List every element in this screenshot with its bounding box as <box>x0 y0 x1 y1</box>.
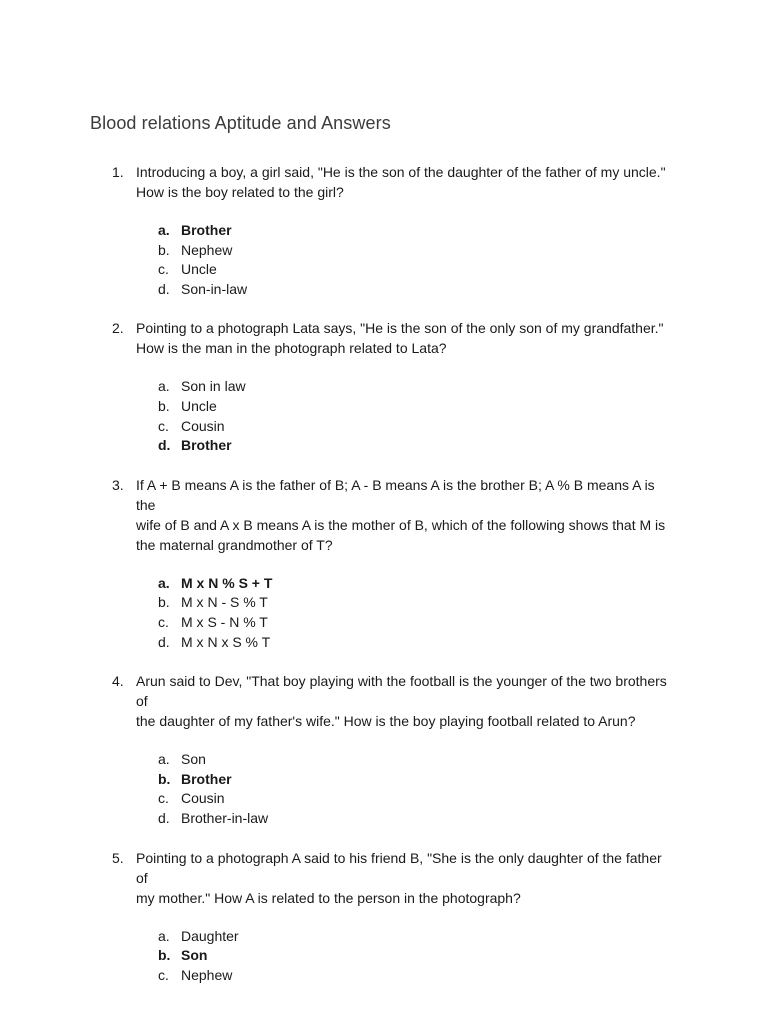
option-letter: b. <box>158 947 171 964</box>
option-text: M x N % S + T <box>181 574 273 591</box>
question-text: If A + B means A is the father of B; A - B means A is the brother B; A % B means A is the wife of B and A x B means A is the mother of B, which of the following shows that M is the maternal grandmother of T? <box>136 476 666 553</box>
option-letter: b. <box>158 241 170 258</box>
option-letter: b. <box>158 594 170 611</box>
option-list <box>0 221 768 299</box>
option-letter: c. <box>158 966 169 983</box>
question-number: 2. <box>112 320 124 337</box>
answer-option-correct <box>0 770 768 790</box>
option-letter: c. <box>158 613 169 630</box>
answer-option <box>0 789 768 809</box>
option-list <box>0 574 768 652</box>
option-text: Uncle <box>181 397 217 414</box>
option-letter: d. <box>158 437 171 454</box>
option-text: Brother <box>181 437 232 454</box>
option-letter: a. <box>158 222 170 238</box>
document-title: Blood relations Aptitude and Answers <box>90 113 391 133</box>
option-text: Brother <box>181 222 232 238</box>
option-list <box>0 927 768 986</box>
answer-option <box>0 280 768 300</box>
question-number: 3. <box>112 476 124 493</box>
answer-option <box>0 241 768 261</box>
answer-option <box>0 397 768 417</box>
option-text: Nephew <box>181 966 233 983</box>
answer-option <box>0 966 768 986</box>
answer-option-correct <box>0 221 768 241</box>
answer-option <box>0 809 768 829</box>
option-letter: d. <box>158 809 170 826</box>
option-letter: d. <box>158 280 170 297</box>
option-letter: c. <box>158 790 169 807</box>
answer-option-correct <box>0 574 768 594</box>
option-text: Nephew <box>181 241 233 258</box>
question-item <box>0 848 768 986</box>
option-text: Son in law <box>181 378 246 395</box>
question-text: Arun said to Dev, "That boy playing with the football is the younger of the two brothers of the daughter of my father's wife." How is the boy playing football related to Arun? <box>136 673 667 730</box>
question-number: 4. <box>112 673 124 690</box>
answer-option-correct <box>0 436 768 456</box>
answer-option <box>0 377 768 397</box>
option-text: Son <box>181 947 208 964</box>
answer-option <box>0 613 768 633</box>
option-list <box>0 750 768 828</box>
option-text: M x N x S % T <box>181 633 271 650</box>
answer-option <box>0 633 768 653</box>
question-text: Pointing to a photograph Lata says, "He is the son of the only son of my grandfather." How is the man in the photograph related to Lata? <box>136 320 664 357</box>
answer-option <box>0 417 768 437</box>
option-letter: a. <box>158 378 170 395</box>
question-text: Introducing a boy, a girl said, "He is the son of the daughter of the father of my uncle." How is the boy related to the girl? <box>136 164 666 200</box>
question-item <box>0 671 768 828</box>
option-list <box>0 377 768 455</box>
answer-option <box>0 750 768 770</box>
option-letter: b. <box>158 770 171 787</box>
option-text: Brother-in-law <box>181 809 269 826</box>
option-letter: a. <box>158 751 170 768</box>
question-item <box>0 475 768 652</box>
question-item <box>0 318 768 455</box>
option-letter: c. <box>158 417 169 434</box>
option-letter: b. <box>158 397 170 414</box>
option-text: Cousin <box>181 417 225 434</box>
answer-option <box>0 927 768 947</box>
option-text: Cousin <box>181 790 225 807</box>
option-letter: a. <box>158 927 170 944</box>
question-list <box>0 162 768 1004</box>
option-text: Brother <box>181 770 232 787</box>
option-text: M x N - S % T <box>181 594 268 611</box>
option-text: Uncle <box>181 261 217 278</box>
question-number: 1. <box>112 164 124 180</box>
option-text: M x S - N % T <box>181 613 268 630</box>
question-text: Pointing to a photograph A said to his friend B, "She is the only daughter of the father of my mother." How A is related to the person in the photograph? <box>136 849 662 906</box>
question-number: 5. <box>112 849 124 866</box>
answer-option-correct <box>0 946 768 966</box>
option-letter: c. <box>158 261 169 278</box>
answer-option <box>0 593 768 613</box>
option-letter: d. <box>158 633 170 650</box>
option-text: Daughter <box>181 927 239 944</box>
option-text: Son-in-law <box>181 280 248 297</box>
answer-option <box>0 260 768 280</box>
option-letter: a. <box>158 574 170 591</box>
option-text: Son <box>181 751 206 768</box>
question-item <box>0 162 768 299</box>
